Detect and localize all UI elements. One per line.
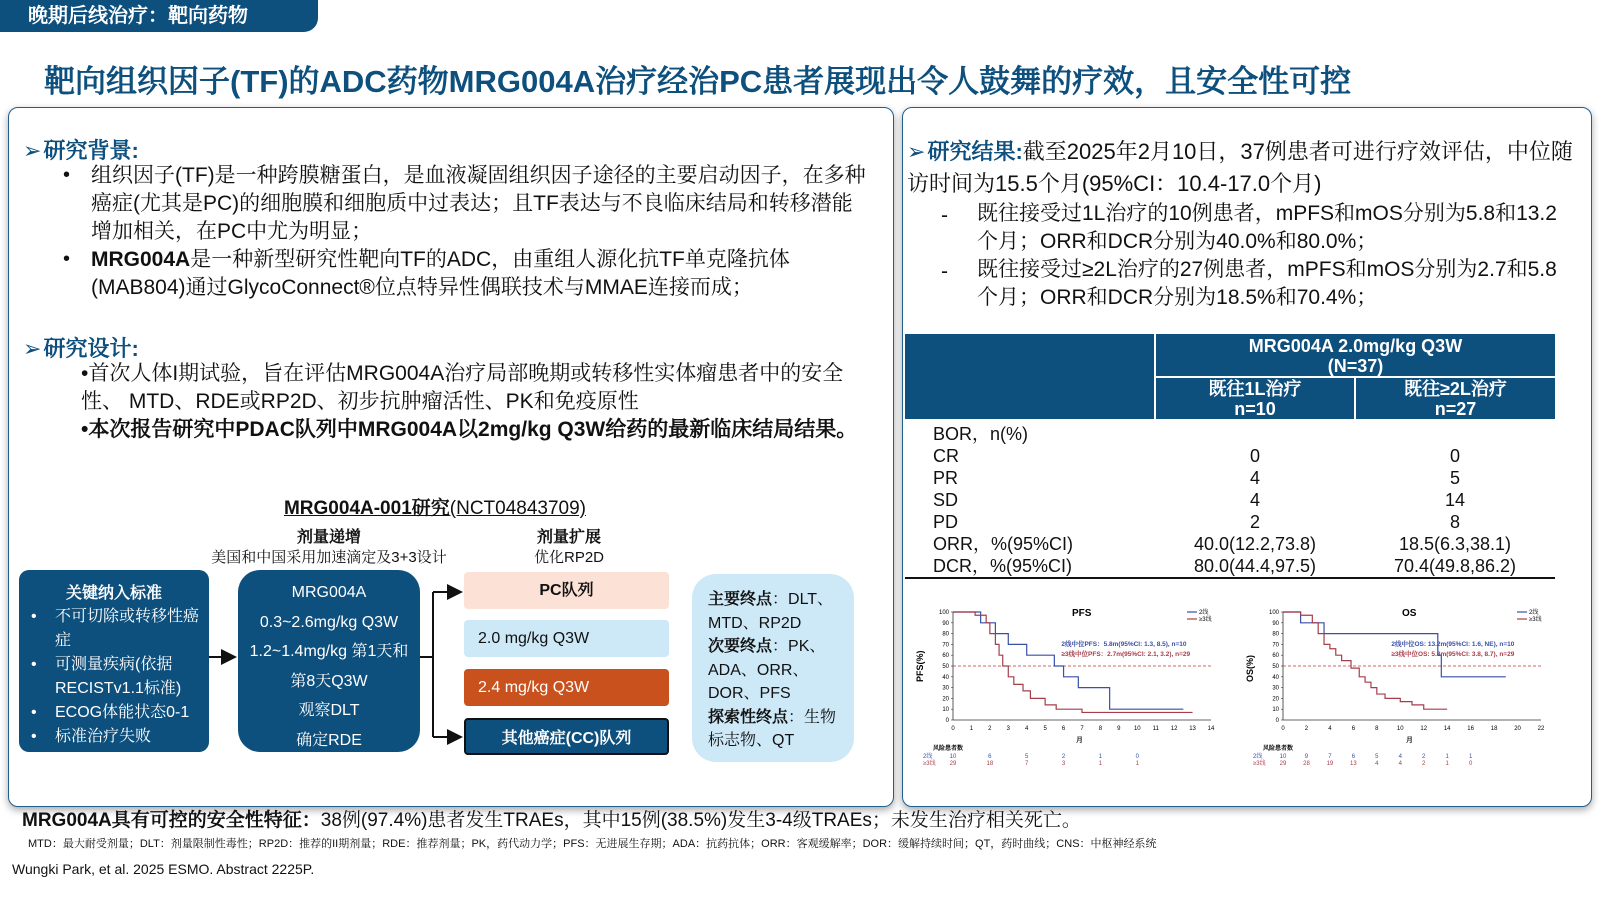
x-tick-label: 3 <box>1006 726 1010 732</box>
table-header: MRG004A 2.0mg/kg Q3W (N=37) <box>1155 334 1555 377</box>
y-tick-label: 50 <box>1272 664 1279 670</box>
table-cell: 70.4(49.8,86.2) <box>1355 555 1555 578</box>
x-axis-label: 月 <box>1076 737 1083 744</box>
dash-icon: - <box>941 204 948 227</box>
table-cell: DCR，%(95%CI) <box>905 555 1155 578</box>
page-title: 靶向组织因子(TF)的ADC药物MRG004A治疗经治PC患者展现出令人鼓舞的疗效，且安全性可控 <box>44 64 1352 99</box>
x-tick-label: 6 <box>1351 726 1356 732</box>
design-point-1: •首次人体I期试验，旨在评估MRG004A治疗局部晚期或转移性实体瘤患者中的安全性、 MTD、RDE或RP2D、初步抗肿瘤活性、PK和免疫原性 <box>81 362 844 413</box>
x-tick-label: 4 <box>1328 726 1332 732</box>
arrow-right-icon: ➢ <box>23 336 42 361</box>
table-cell: 40.0(12.2,73.8) <box>1193 534 1317 554</box>
km-curve-2 <box>1283 612 1447 709</box>
table-cell <box>1155 419 1355 445</box>
risk-value: 3 <box>1061 761 1066 767</box>
y-tick-label: 10 <box>942 707 949 714</box>
risk-value: 0 <box>1135 754 1139 760</box>
risk-value: 5 <box>1025 754 1029 760</box>
dose-line: 第8天Q3W <box>290 672 368 690</box>
inclusion-item: • ECOG体能状态0-1 <box>19 701 209 725</box>
y-tick-label: 20 <box>942 696 949 703</box>
table-cell: CR <box>933 446 959 466</box>
x-tick-label: 14 <box>1207 726 1215 732</box>
flow-arrows <box>9 108 895 808</box>
inclusion-item: • 不可切除或转移性癌症 <box>19 605 209 653</box>
dose-2-4-cohort: 2.4 mg/kg Q3W <box>464 669 669 706</box>
results-detail-1: 既往接受过1L治疗的10例患者，mPFS和mOS分别为5.8和13.2个月；ORR和DCR分别为40.0%和80.0%； <box>977 202 1557 253</box>
risk-value: 4 <box>1375 761 1379 767</box>
table-row <box>905 555 1555 578</box>
risk-value: 29 <box>949 761 957 767</box>
table-cell: 18.5(6.3,38.1) <box>1398 534 1512 554</box>
x-tick-label: 6 <box>1061 726 1066 732</box>
expansion-title: 剂量扩展 <box>536 529 601 546</box>
y-tick-label: 40 <box>942 674 949 681</box>
dose-line: 确定RDE <box>296 731 362 749</box>
risk-value: 29 <box>1279 761 1287 767</box>
x-tick-label: 8 <box>1375 726 1379 732</box>
km-curve-1 <box>953 612 1183 709</box>
risk-value: 7 <box>1328 754 1332 760</box>
x-tick-label: 22 <box>1537 726 1545 732</box>
table-row <box>905 467 1555 489</box>
background-bullet-1: 组织因子(TF)是一种跨膜糖蛋白，是血液凝固组织因子途径的主要启动因子，在多种癌症(尤其是PC)的细胞膜和细胞质中过表达；且TF表达与不良临床结局和转移潜能增加相关，在PC中尤为明显； <box>91 164 866 243</box>
y-tick-label: 0 <box>1275 718 1279 724</box>
risk-value: 13 <box>1350 761 1357 767</box>
km-curve-2 <box>953 612 1193 712</box>
x-tick-label: 12 <box>1420 726 1428 732</box>
x-tick-label: 18 <box>1490 726 1498 732</box>
safety-statement: MRG004A具有可控的安全性特征：38例(97.4%)患者发生TRAEs，其中15例(38.5%)发生3-4级TRAEs；未发生治疗相关死亡。 <box>22 810 1081 831</box>
risk-value: 19 <box>1326 761 1334 767</box>
arrow-right-icon: ➢ <box>23 138 42 163</box>
legend-label-1: 2线 <box>1529 610 1539 616</box>
x-tick-label: 16 <box>1467 726 1474 732</box>
y-tick-label: 70 <box>942 642 949 649</box>
y-axis-label: PFS(%) <box>915 650 925 682</box>
secondary-endpoint: 次要终点：PK、ADA、ORR、DOR、PFS <box>708 638 826 702</box>
bullet-icon: • <box>63 248 71 270</box>
chart-title: OS <box>1402 608 1417 619</box>
abbreviations: MTD：最大耐受剂量；DLT：剂量限制性毒性；RP2D：推荐的II期剂量；RDE：推荐剂量；PK，药代动力学；PFS：无进展生存期；ADA：抗药抗体；ORR：客观缓解率；DOR：缓解持续时间；QT，药时曲线；CNS：中枢神经系统 <box>28 838 1157 850</box>
primary-endpoint: 主要终点：DLT、MTD、RP2D <box>708 591 834 632</box>
table-cell: ORR，%(95%CI) <box>933 534 1074 554</box>
inclusion-title: 关键纳入标准 <box>65 585 162 602</box>
escalation-subtitle: 美国和中国采用加速滴定及3+3设计 <box>211 549 447 566</box>
table-cell: SD <box>933 490 959 510</box>
risk-value: 6 <box>1351 754 1356 760</box>
y-tick-label: 100 <box>1268 610 1279 616</box>
y-tick-label: 60 <box>1272 653 1279 660</box>
x-tick-label: 12 <box>1170 726 1178 732</box>
risk-value: 28 <box>1303 761 1310 767</box>
risk-value: 2 <box>1422 754 1426 760</box>
os-svg <box>1243 594 1563 774</box>
y-tick-label: 60 <box>942 653 949 660</box>
study-title: MRG004A-001研究(NCT04843709) <box>283 498 587 519</box>
y-tick-label: 70 <box>1272 642 1279 649</box>
dash-icon: - <box>941 260 948 283</box>
risk-row-label-1: 2线 <box>1253 754 1263 760</box>
inclusion-item: • 标准治疗失败 <box>19 725 209 749</box>
risk-value: 1 <box>1468 754 1473 760</box>
risk-value: 2 <box>1422 761 1426 767</box>
y-tick-label: 90 <box>942 620 949 627</box>
table-row <box>905 445 1555 467</box>
risk-table-label: 风险患者数 <box>1263 746 1294 752</box>
legend-label-2: ≥3线 <box>1529 617 1542 623</box>
risk-value: 6 <box>988 754 992 760</box>
risk-value: 1 <box>1098 754 1103 760</box>
col-1l: 既往1L治疗 n=10 <box>1155 377 1355 419</box>
risk-value: 4 <box>1398 761 1402 767</box>
exploratory-endpoint: 探索性终点：生物标志物、QT <box>708 708 837 749</box>
table-cell: 4 <box>1249 490 1260 510</box>
os-chart <box>1243 594 1563 777</box>
risk-value: 1 <box>1098 761 1103 767</box>
x-tick-label: 7 <box>1080 726 1084 732</box>
table-cell: 2 <box>1249 512 1260 532</box>
x-tick-label: 14 <box>1443 726 1451 732</box>
background-bullet-2: MRG004A是一种新型研究性靶向TF的ADC，由重组人源化抗TF单克隆抗体(MAB804)通过GlycoConnect®位点特异性偶联技术与MMAE连接而成； <box>91 248 790 299</box>
risk-value: 1 <box>1445 761 1449 767</box>
y-tick-label: 50 <box>942 664 949 670</box>
legend-label-2: ≥3线 <box>1199 617 1212 623</box>
y-tick-label: 80 <box>942 631 949 638</box>
dose-line: 1.2~1.4mg/kg 第1天和 <box>249 643 409 660</box>
y-tick-label: 90 <box>1272 620 1279 627</box>
risk-value: 10 <box>949 754 957 760</box>
risk-value: 0 <box>1468 761 1473 767</box>
x-tick-label: 20 <box>1514 726 1521 732</box>
pfs-svg <box>913 594 1233 774</box>
chart-title: PFS <box>1072 608 1092 619</box>
x-tick-label: 8 <box>1098 726 1103 732</box>
x-tick-label: 2 <box>988 726 992 732</box>
risk-value: 1 <box>1445 754 1449 760</box>
x-tick-label: 0 <box>951 726 955 732</box>
risk-row-label-1: 2线 <box>923 754 933 760</box>
y-tick-label: 0 <box>945 718 949 724</box>
annotation-1: 2线中位PFS：5.8m(95%CI: 1.3, 8.5), n=10 <box>1061 641 1187 648</box>
dose-2-0-cohort: 2.0 mg/kg Q3W <box>464 620 669 657</box>
table-cell: 0 <box>1249 446 1260 466</box>
risk-value: 9 <box>1304 754 1309 760</box>
results-detail-2: 既往接受过≥2L治疗的27例患者，mPFS和mOS分别为2.7和5.8个月；ORR和DCR分别为18.5%和70.4%； <box>977 258 1557 309</box>
col-2l: 既往≥2L治疗 n=27 <box>1355 377 1555 419</box>
arrow-right-icon: ➢ <box>907 139 926 164</box>
annotation-2: ≥3线中位PFS：2.7m(95%CI: 2.1, 3.2), n=29 <box>1061 651 1191 658</box>
table-row <box>905 533 1555 555</box>
citation: Wungki Park, et al. 2025 ESMO. Abstract 2225P. <box>12 861 315 877</box>
escalation-title: 剂量递增 <box>296 529 361 546</box>
risk-value: 2 <box>1061 754 1066 760</box>
inclusion-item: • 可测量疾病(依据RECISTv1.1标准) <box>19 653 209 701</box>
dose-line: 观察DLT <box>298 702 360 719</box>
y-tick-label: 30 <box>1272 685 1279 692</box>
x-tick-label: 2 <box>1304 726 1309 732</box>
risk-value: 1 <box>1135 761 1139 767</box>
risk-value: 7 <box>1025 761 1029 767</box>
results-intro: ➢研究结果:截至2025年2月10日，37例患者可进行疗效评估，中位随访时间为15.5个月(95%CI：10.4-17.0个月) <box>907 139 1573 196</box>
pc-cohort: PC队列 <box>464 572 669 609</box>
y-tick-label: 40 <box>1272 674 1279 681</box>
left-panel <box>8 107 894 807</box>
dose-line: MRG004A <box>291 584 367 601</box>
x-tick-label: 9 <box>1117 726 1121 732</box>
table-cell: 80.0(44.4,97.5) <box>1155 555 1355 578</box>
y-tick-label: 30 <box>942 685 949 692</box>
x-tick-label: 11 <box>1152 726 1159 732</box>
y-tick-label: 80 <box>1272 631 1279 638</box>
risk-table-label: 风险患者数 <box>933 746 964 752</box>
y-tick-label: 20 <box>1272 696 1279 703</box>
x-tick-label: 4 <box>1025 726 1029 732</box>
cc-cohort: 其他癌症(CC)队列 <box>464 718 669 755</box>
table-cell <box>1355 419 1555 445</box>
risk-value: 18 <box>986 761 994 767</box>
bullet-icon: • <box>63 164 71 186</box>
design-point-2: •本次报告研究中PDAC队列中MRG004A以2mg/kg Q3W给药的最新临床结局结果。 <box>81 418 858 441</box>
y-axis-label: OS(%) <box>1245 655 1255 682</box>
y-tick-label: 100 <box>938 610 949 616</box>
right-panel <box>902 107 1592 807</box>
annotation-2: ≥3线中位OS: 5.8m(95%CI: 3.8, 8.7), n=29 <box>1391 651 1515 658</box>
table-cell: PD <box>933 512 959 532</box>
risk-row-label-2: ≥3线 <box>1253 761 1266 767</box>
x-tick-label: 5 <box>1043 726 1047 732</box>
risk-value: 10 <box>1279 754 1287 760</box>
design-heading: ➢研究设计: <box>23 336 139 361</box>
background-heading: ➢研究背景: <box>23 138 139 163</box>
efficacy-table <box>905 334 1555 579</box>
table-cell: BOR，n(%) <box>933 424 1029 444</box>
x-tick-label: 10 <box>1133 726 1141 732</box>
table-cell: PR <box>933 468 959 488</box>
table-row <box>905 419 1555 445</box>
x-tick-label: 10 <box>1396 726 1404 732</box>
x-axis-label: 月 <box>1406 737 1413 744</box>
pfs-chart <box>913 594 1233 777</box>
table-row <box>905 511 1555 533</box>
legend-label-1: 2线 <box>1199 610 1209 616</box>
section-tag: 晚期后线治疗：靶向药物 <box>0 0 318 32</box>
table-cell: 14 <box>1444 490 1466 510</box>
risk-row-label-2: ≥3线 <box>923 761 936 767</box>
x-tick-label: 1 <box>969 726 974 732</box>
table-cell: 0 <box>1449 446 1460 466</box>
risk-value: 5 <box>1375 754 1379 760</box>
expansion-subtitle: 优化RP2D <box>533 549 604 566</box>
y-tick-label: 10 <box>1272 707 1279 714</box>
table-row <box>905 489 1555 511</box>
x-tick-label: 13 <box>1189 726 1196 732</box>
dose-line: 0.3~2.6mg/kg Q3W <box>259 613 399 631</box>
risk-value: 4 <box>1398 754 1402 760</box>
table-cell: 8 <box>1449 512 1460 532</box>
annotation-1: 2线中位OS: 13.2m(95%CI: 1.6, NE), n=10 <box>1391 641 1515 648</box>
table-body <box>905 419 1555 578</box>
table-cell: 5 <box>1449 468 1460 488</box>
x-tick-label: 0 <box>1281 726 1285 732</box>
table-cell: 4 <box>1249 468 1260 488</box>
